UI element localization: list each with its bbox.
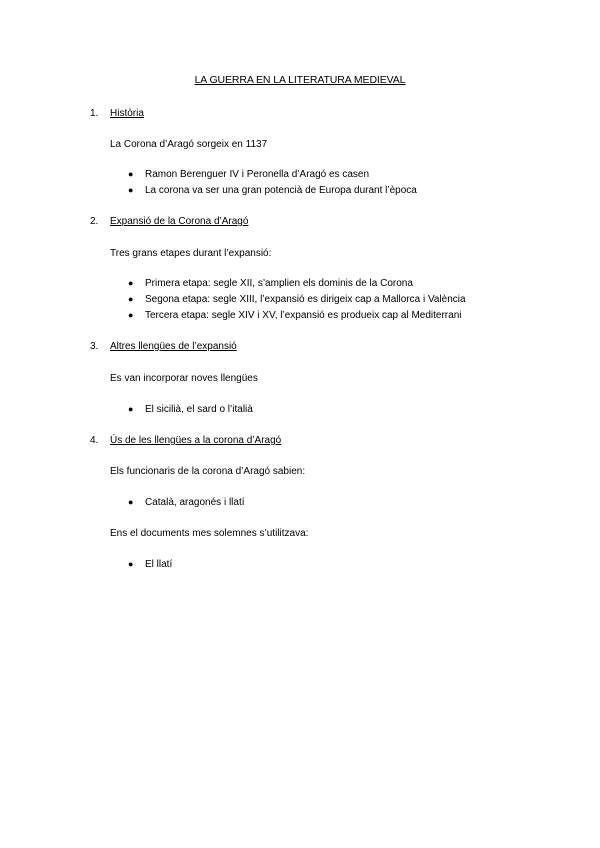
bullet-text: El sicilià, el sard o l’italià: [145, 404, 253, 415]
bullet-icon: ●: [128, 310, 134, 320]
paragraph: Tres grans etapes durant l’expansió:: [110, 248, 272, 259]
document-title: LA GUERRA EN LA LITERATURA MEDIEVAL: [194, 74, 406, 86]
bullet-item: [128, 185, 417, 196]
section-number: 3.: [90, 341, 99, 352]
bullet-item: [128, 559, 172, 570]
bullet-text: Primera etapa: segle XII, s’amplien els dominis de la Corona: [145, 278, 413, 289]
bullet-item: [128, 294, 466, 305]
bullet-item: [128, 404, 253, 415]
bullet-icon: ●: [128, 169, 134, 179]
section-number: 4.: [90, 435, 99, 446]
section-heading-text: Expansió de la Corona d’Aragó: [110, 216, 249, 227]
bullet-icon: ●: [128, 185, 134, 195]
paragraph: La Corona d’Aragó sorgeix en 1137: [110, 139, 268, 150]
paragraph: Els funcionaris de la corona d’Aragó sabien:: [110, 466, 306, 477]
section-heading-3: [90, 341, 237, 352]
bullet-icon: ●: [128, 278, 134, 288]
bullet-text: El llatí: [145, 559, 173, 570]
bullet-text: Ramon Berenguer IV i Peronella d’Aragó es casen: [145, 169, 370, 180]
paragraph: Ens el documents mes solemnes s’utilitzava:: [110, 528, 309, 539]
section-heading-4: [90, 435, 281, 446]
section-heading-1: [90, 108, 144, 119]
bullet-item: [128, 278, 413, 289]
paragraph: Es van incorporar noves llengües: [110, 373, 258, 384]
section-heading-2: [90, 216, 248, 227]
bullet-item: [128, 310, 461, 321]
bullet-item: [128, 169, 369, 180]
bullet-icon: ●: [128, 497, 134, 507]
section-number: 1.: [90, 108, 99, 119]
bullet-text: Català, aragonés i llatí: [145, 497, 245, 508]
bullet-text: Tercera etapa: segle XIV i XV, l’expansió es produeix cap al Mediterrani: [145, 310, 462, 321]
bullet-item: [128, 497, 245, 508]
bullet-icon: ●: [128, 559, 134, 569]
bullet-text: La corona va ser una gran potencià de Europa durant l’època: [145, 185, 417, 196]
bullet-icon: ●: [128, 294, 134, 304]
bullet-text: Segona etapa: segle XIII, l’expansió es dirigeix cap a Mallorca i València: [145, 294, 466, 305]
section-heading-text: Ús de les llengües a la corona d’Aragó: [110, 435, 282, 446]
section-number: 2.: [90, 216, 99, 227]
section-heading-text: Història: [110, 108, 144, 119]
section-heading-text: Altres llengües de l’expansió: [110, 341, 237, 352]
bullet-icon: ●: [128, 404, 134, 414]
